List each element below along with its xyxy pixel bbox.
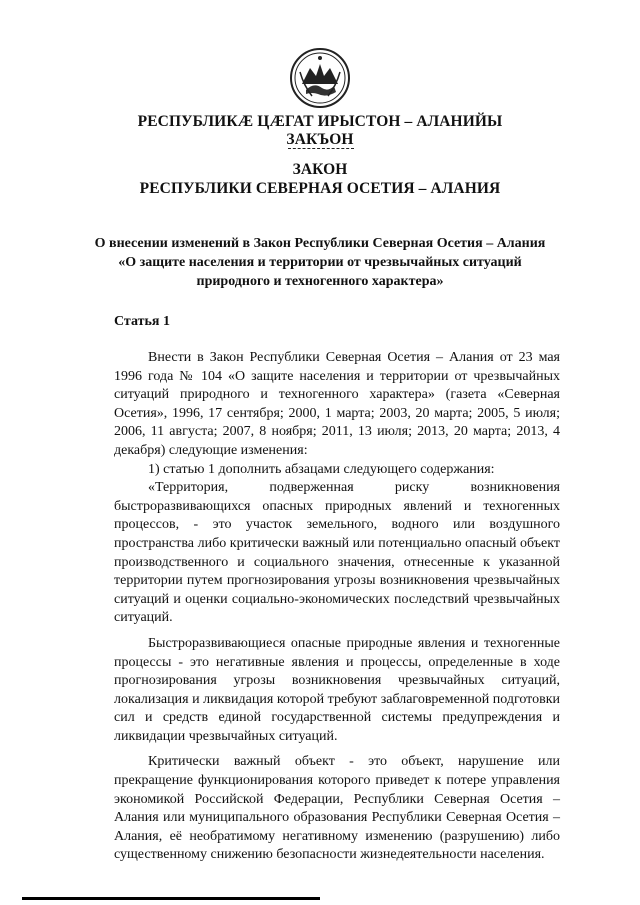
header-law-russian: ЗАКОН xyxy=(292,161,348,178)
article-heading: Статья 1 xyxy=(114,314,170,329)
header-separator xyxy=(288,148,354,149)
coat-of-arms-emblem-icon xyxy=(288,46,352,110)
paragraph-territory-definition: «Территория, подверженная риску возникновения быстроразвивающихся опасных природных явлений и техногенных процессов, - это участок земельного, водного или воздушного пространства либо критически важный или потенциально опасный объект производственного и социального значения, отнесенные к указанной территории путем прогнозирования угрозы возникновения чрезвычайных ситуаций и оценки социально-экономических последствий чрезвычайных ситуаций. xyxy=(114,480,560,626)
paragraph-item-1: 1) статью 1 дополнить абзацами следующего содержания: xyxy=(148,461,495,477)
header-law-ossetian: ЗАКЪОН xyxy=(286,131,354,148)
header-republic-ossetian: РЕСПУБЛИКÆ ЦÆГАТ ИРЫСТОН – АЛАНИЙЫ xyxy=(137,113,503,130)
document-title-line3: природного и техногенного характера» xyxy=(196,274,444,289)
footer-rule xyxy=(22,897,320,900)
paragraph-intro: Внести в Закон Республики Северная Осетия – Алания от 23 мая 1996 года № 104 «О защите населения и территории от чрезвычайных ситуаций природного и техногенного характера» (газета «Северная Осетия», 1996, 17 сентября; 2000, 1 марта; 2003, 20 марта; 2005, 5 июля; 2006, 11 августа; 2007, 8 ноября; 2011, 13 июля; 2013, 20 марта; 2013, 4 декабря) следующие изменения: xyxy=(114,350,560,458)
document-title-line2: «О защите населения и территории от чрезвычайных ситуаций xyxy=(118,255,522,270)
header-republic-russian: РЕСПУБЛИКИ СЕВЕРНАЯ ОСЕТИЯ – АЛАНИЯ xyxy=(139,180,501,197)
paragraph-fast-developing-definition: Быстроразвивающиеся опасные природные явления и техногенные процессы - это негативные явления и процессы, определенные в ходе прогнозирования угрозы возникновения чрезвычайных ситуаций, локализация и ликвидация которой требуют заблаговременной подготовки сил и средств единой государственной системы предупреждения и ликвидации чрезвычайных ситуаций. xyxy=(114,635,560,744)
article-body xyxy=(114,349,560,865)
document-title-line1: О внесении изменений в Закон Республики Северная Осетия – Алания xyxy=(94,236,546,251)
paragraph-critical-object-definition: Критически важный объект - это объект, нарушение или прекращение функционирования которого приведет к потере управления экономикой Российской Федерации, Республики Северная Осетия – Алания или муниципального образования Республики Северная Осетия – Алания, её необратимому негативному изменению (разрушению) либо существенному снижению безопасности жизнедеятельности населения. xyxy=(114,754,560,863)
